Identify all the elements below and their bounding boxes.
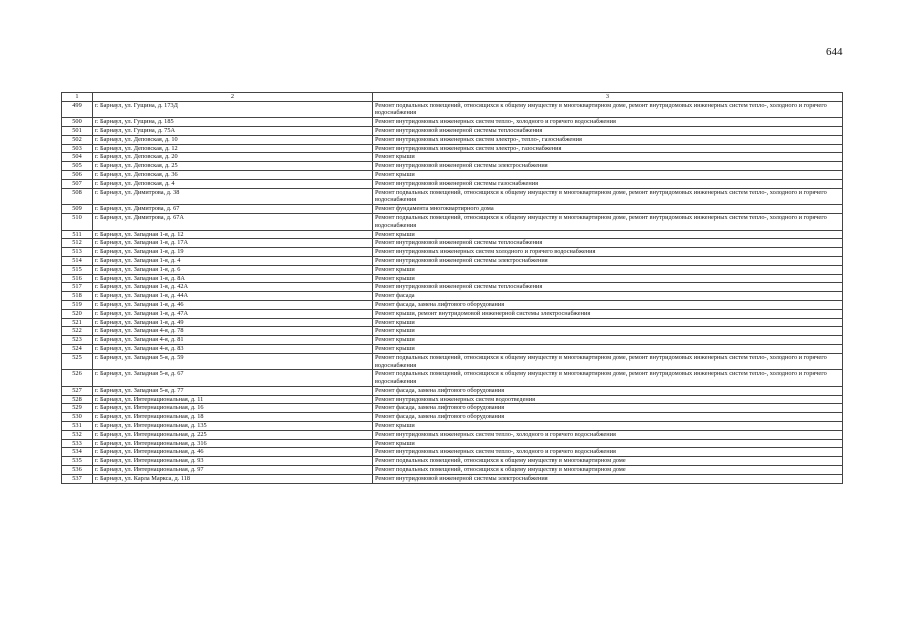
page-number: 644	[826, 46, 843, 58]
row-number: 504	[62, 153, 93, 162]
row-address: г. Барнаул, ул. Интернациональная, д. 316	[93, 439, 373, 448]
row-address: г. Барнаул, ул. Гущина, д. 173Д	[93, 101, 373, 118]
row-address: г. Барнаул, ул. Западная 1-я, д. 42А	[93, 283, 373, 292]
table-row	[62, 230, 843, 239]
row-number: 535	[62, 457, 93, 466]
column-header-address: 2	[93, 93, 373, 102]
row-number: 520	[62, 309, 93, 318]
table-row	[62, 283, 843, 292]
row-works: Ремонт подвальных помещений, относящихся к общему имуществу в многоквартирном доме, ремонт внутридомовых инженерных систем тепло-, холодного и горячего водоснабжения	[373, 370, 843, 387]
row-address: г. Барнаул, ул. Западная 1-я, д. 47А	[93, 309, 373, 318]
row-number: 522	[62, 327, 93, 336]
row-number: 521	[62, 318, 93, 327]
table-row	[62, 188, 843, 205]
row-works: Ремонт внутридомовой инженерной системы теплоснабжения	[373, 239, 843, 248]
table-row	[62, 292, 843, 301]
table-header-row	[62, 93, 843, 102]
row-address: г. Барнаул, ул. Западная 4-я, д. 81	[93, 336, 373, 345]
table-row	[62, 248, 843, 257]
column-header-works: 3	[373, 93, 843, 102]
table-row	[62, 135, 843, 144]
row-address: г. Барнаул, ул. Западная 4-я, д. 78	[93, 327, 373, 336]
row-works: Ремонт подвальных помещений, относящихся к общему имуществу в многоквартирном доме, ремонт внутридомовых инженерных систем тепло-, холодного и горячего водоснабжения	[373, 213, 843, 230]
row-works: Ремонт внутридомовой инженерной системы теплоснабжения	[373, 283, 843, 292]
row-number: 529	[62, 404, 93, 413]
row-number: 537	[62, 474, 93, 483]
table-row	[62, 300, 843, 309]
row-works: Ремонт фасада, замена лифтового оборудования	[373, 386, 843, 395]
table-row	[62, 126, 843, 135]
table-row	[62, 422, 843, 431]
table-row	[62, 318, 843, 327]
row-address: г. Барнаул, ул. Димитрова, д. 38	[93, 188, 373, 205]
row-works: Ремонт крыши	[373, 170, 843, 179]
row-address: г. Барнаул, ул. Гущина, д. 185	[93, 118, 373, 127]
row-number: 524	[62, 344, 93, 353]
row-address: г. Барнаул, ул. Западная 1-я, д. 4	[93, 256, 373, 265]
row-number: 530	[62, 413, 93, 422]
row-number: 514	[62, 256, 93, 265]
row-number: 513	[62, 248, 93, 257]
row-works: Ремонт внутридомовой инженерной системы электроснабжения	[373, 474, 843, 483]
row-number: 511	[62, 230, 93, 239]
row-address: г. Барнаул, ул. Западная 1-я, д. 49	[93, 318, 373, 327]
table-row	[62, 144, 843, 153]
row-address: г. Барнаул, ул. Интернациональная, д. 16	[93, 404, 373, 413]
row-number: 507	[62, 179, 93, 188]
row-number: 526	[62, 370, 93, 387]
row-address: г. Барнаул, ул. Деповская, д. 20	[93, 153, 373, 162]
row-address: г. Барнаул, ул. Западная 1-я, д. 17А	[93, 239, 373, 248]
table-row	[62, 256, 843, 265]
row-works: Ремонт внутридомовых инженерных систем тепло-, холодного и горячего водоснабжения	[373, 430, 843, 439]
row-address: г. Барнаул, ул. Интернациональная, д. 225	[93, 430, 373, 439]
row-works: Ремонт крыши, ремонт внутридомовой инженерной системы электроснабжения	[373, 309, 843, 318]
row-address: г. Барнаул, ул. Димитрова, д. 67	[93, 205, 373, 214]
row-works: Ремонт внутридомовых инженерных систем электро-, газоснабжения	[373, 144, 843, 153]
table-row	[62, 344, 843, 353]
table-row	[62, 327, 843, 336]
row-works: Ремонт подвальных помещений, относящихся к общему имуществу в многоквартирном доме, ремонт внутридомовых инженерных систем тепло-, холодного и горячего водоснабжения	[373, 101, 843, 118]
column-header-number: 1	[62, 93, 93, 102]
table-row	[62, 395, 843, 404]
row-number: 509	[62, 205, 93, 214]
row-address: г. Барнаул, ул. Интернациональная, д. 135	[93, 422, 373, 431]
row-number: 512	[62, 239, 93, 248]
row-number: 518	[62, 292, 93, 301]
row-works: Ремонт крыши	[373, 344, 843, 353]
row-number: 527	[62, 386, 93, 395]
table-row	[62, 370, 843, 387]
row-works: Ремонт крыши	[373, 274, 843, 283]
row-address: г. Барнаул, ул. Западная 1-я, д. 44А	[93, 292, 373, 301]
row-address: г. Барнаул, ул. Западная 1-я, д. 12	[93, 230, 373, 239]
row-number: 531	[62, 422, 93, 431]
row-number: 501	[62, 126, 93, 135]
row-address: г. Барнаул, ул. Интернациональная, д. 93	[93, 457, 373, 466]
row-number: 517	[62, 283, 93, 292]
table-row	[62, 274, 843, 283]
row-number: 525	[62, 353, 93, 370]
table-row	[62, 170, 843, 179]
table-row	[62, 404, 843, 413]
row-number: 533	[62, 439, 93, 448]
row-address: г. Барнаул, ул. Западная 5-я, д. 67	[93, 370, 373, 387]
row-works: Ремонт крыши	[373, 422, 843, 431]
row-works: Ремонт внутридомовой инженерной системы газоснабжения	[373, 179, 843, 188]
row-number: 528	[62, 395, 93, 404]
row-number: 505	[62, 162, 93, 171]
row-address: г. Барнаул, ул. Западная 5-я, д. 77	[93, 386, 373, 395]
row-works: Ремонт подвальных помещений, относящихся к общему имуществу в многоквартирном доме, ремонт внутридомовых инженерных систем тепло-, холодного и горячего водоснабжения	[373, 188, 843, 205]
table-row	[62, 336, 843, 345]
row-works: Ремонт крыши	[373, 153, 843, 162]
row-number: 532	[62, 430, 93, 439]
table-row	[62, 213, 843, 230]
row-number: 503	[62, 144, 93, 153]
table-row	[62, 162, 843, 171]
table-row	[62, 205, 843, 214]
table-row	[62, 466, 843, 475]
row-number: 510	[62, 213, 93, 230]
row-address: г. Барнаул, ул. Западная 1-я, д. 8А	[93, 274, 373, 283]
row-address: г. Барнаул, ул. Деповская, д. 25	[93, 162, 373, 171]
row-works: Ремонт фасада, замена лифтового оборудования	[373, 404, 843, 413]
row-address: г. Барнаул, ул. Интернациональная, д. 46	[93, 448, 373, 457]
row-works: Ремонт фасада	[373, 292, 843, 301]
row-address: г. Барнаул, ул. Западная 1-я, д. 6	[93, 265, 373, 274]
row-works: Ремонт внутридомовых инженерных систем электро-, тепло-, газоснабжения	[373, 135, 843, 144]
row-address: г. Барнаул, ул. Деповская, д. 12	[93, 144, 373, 153]
row-works: Ремонт крыши	[373, 265, 843, 274]
table-row	[62, 430, 843, 439]
table-row	[62, 153, 843, 162]
row-works: Ремонт подвальных помещений, относящихся к общему имуществу в многоквартирном доме	[373, 457, 843, 466]
row-address: г. Барнаул, ул. Деповская, д. 4	[93, 179, 373, 188]
row-number: 534	[62, 448, 93, 457]
row-works: Ремонт внутридомовых инженерных систем тепло-, холодного и горячего водоснабжения	[373, 118, 843, 127]
repair-table	[61, 92, 843, 484]
row-works: Ремонт крыши	[373, 230, 843, 239]
row-address: г. Барнаул, ул. Деповская, д. 10	[93, 135, 373, 144]
table-row	[62, 179, 843, 188]
row-works: Ремонт крыши	[373, 318, 843, 327]
table-row	[62, 118, 843, 127]
table-row	[62, 448, 843, 457]
row-works: Ремонт внутридомовой инженерной системы электроснабжения	[373, 162, 843, 171]
row-number: 502	[62, 135, 93, 144]
table-row	[62, 353, 843, 370]
row-address: г. Барнаул, ул. Западная 1-я, д. 19	[93, 248, 373, 257]
row-number: 500	[62, 118, 93, 127]
row-works: Ремонт крыши	[373, 327, 843, 336]
row-works: Ремонт внутридомовых инженерных систем тепло-, холодного и горячего водоснабжения	[373, 448, 843, 457]
row-address: г. Барнаул, ул. Интернациональная, д. 97	[93, 466, 373, 475]
row-works: Ремонт подвальных помещений, относящихся к общему имуществу в многоквартирном доме	[373, 466, 843, 475]
table-row	[62, 239, 843, 248]
row-number: 508	[62, 188, 93, 205]
row-works: Ремонт внутридомовых инженерных систем холодного и горячего водоснабжения	[373, 248, 843, 257]
row-works: Ремонт фасада, замена лифтового оборудования	[373, 413, 843, 422]
row-number: 519	[62, 300, 93, 309]
table-row	[62, 386, 843, 395]
row-number: 506	[62, 170, 93, 179]
row-address: г. Барнаул, ул. Деповская, д. 36	[93, 170, 373, 179]
row-works: Ремонт внутридомовой инженерной системы электроснабжения	[373, 256, 843, 265]
table-row	[62, 413, 843, 422]
row-works: Ремонт крыши	[373, 439, 843, 448]
row-works: Ремонт фасада, замена лифтового оборудования	[373, 300, 843, 309]
row-address: г. Барнаул, ул. Западная 1-я, д. 46	[93, 300, 373, 309]
row-works: Ремонт фундамента многоквартирного дома	[373, 205, 843, 214]
row-number: 515	[62, 265, 93, 274]
row-works: Ремонт крыши	[373, 336, 843, 345]
row-address: г. Барнаул, ул. Западная 5-я, д. 59	[93, 353, 373, 370]
row-number: 499	[62, 101, 93, 118]
table-row	[62, 474, 843, 483]
table-row	[62, 101, 843, 118]
row-works: Ремонт подвальных помещений, относящихся к общему имуществу в многоквартирном доме, ремонт внутридомовых инженерных систем тепло-, холодного и горячего водоснабжения	[373, 353, 843, 370]
table-row	[62, 457, 843, 466]
row-address: г. Барнаул, ул. Интернациональная, д. 11	[93, 395, 373, 404]
row-address: г. Барнаул, ул. Димитрова, д. 67А	[93, 213, 373, 230]
row-number: 536	[62, 466, 93, 475]
row-works: Ремонт внутридомовой инженерной системы теплоснабжения	[373, 126, 843, 135]
row-address: г. Барнаул, ул. Гущина, д. 75А	[93, 126, 373, 135]
row-number: 523	[62, 336, 93, 345]
row-address: г. Барнаул, ул. Карла Маркса, д. 118	[93, 474, 373, 483]
table-row	[62, 309, 843, 318]
table-row	[62, 439, 843, 448]
row-address: г. Барнаул, ул. Западная 4-я, д. 83	[93, 344, 373, 353]
row-number: 516	[62, 274, 93, 283]
row-works: Ремонт внутридомовых инженерных систем водоотведения	[373, 395, 843, 404]
table-row	[62, 265, 843, 274]
row-address: г. Барнаул, ул. Интернациональная, д. 18	[93, 413, 373, 422]
